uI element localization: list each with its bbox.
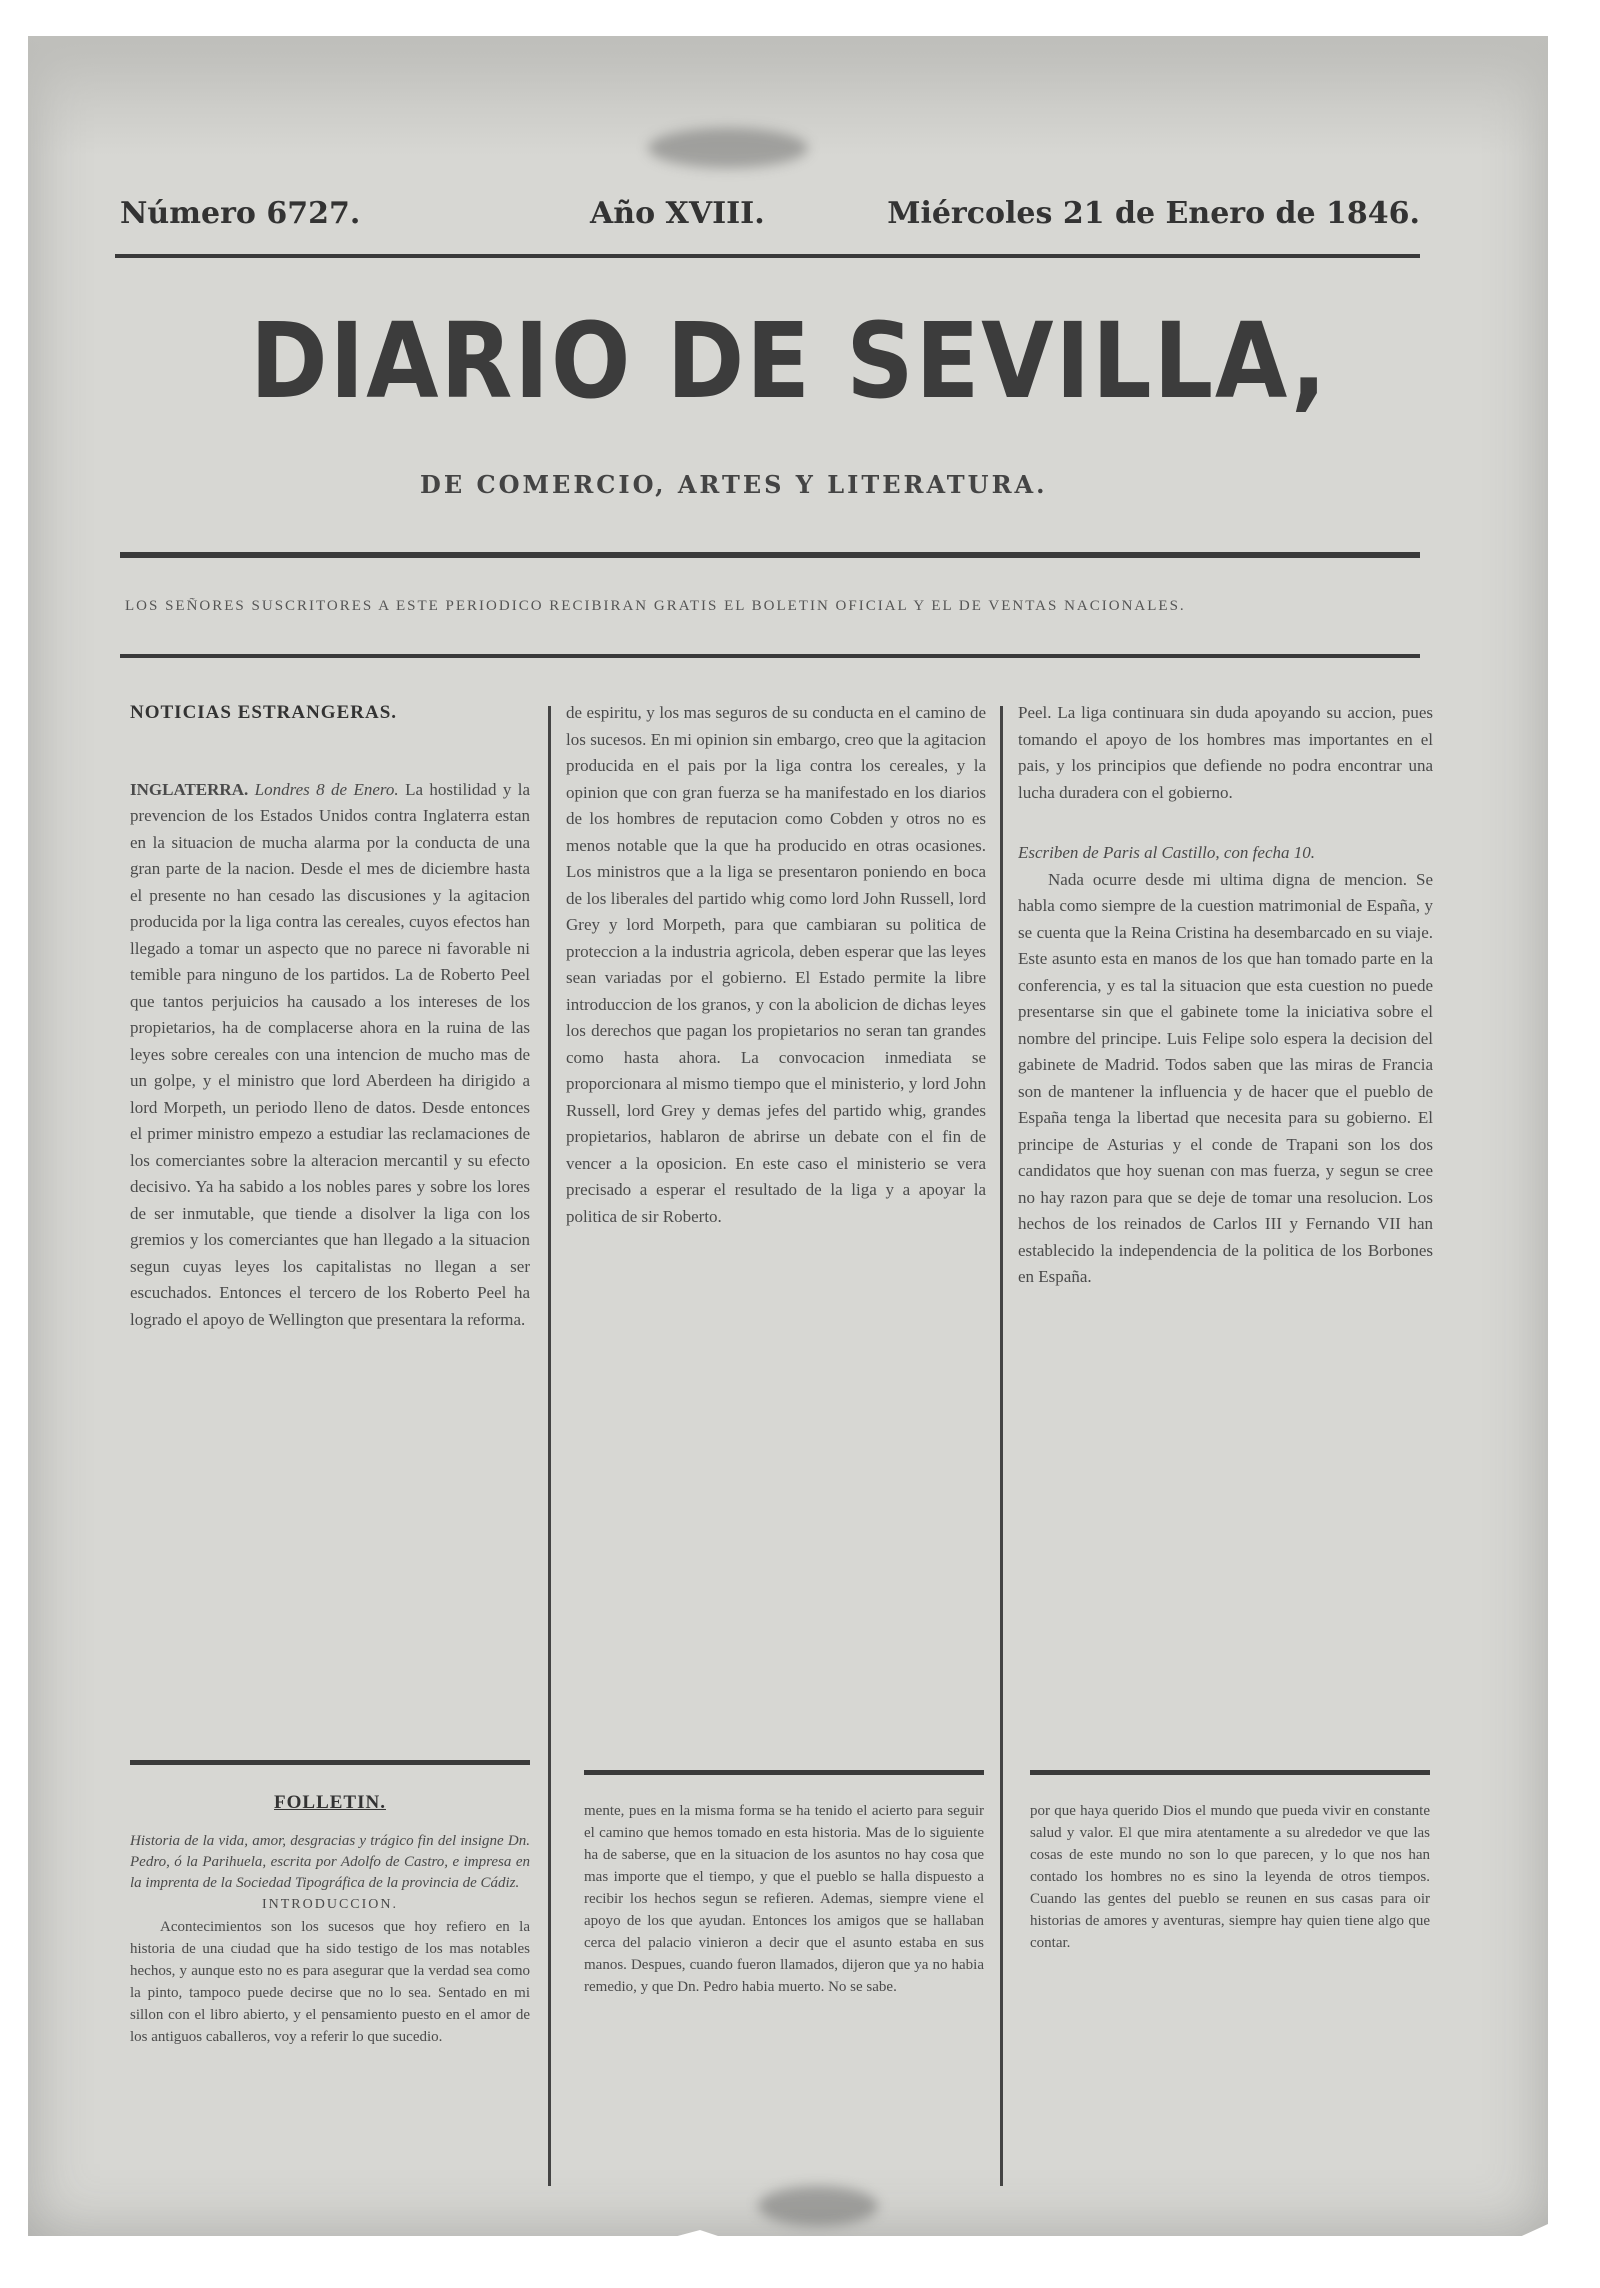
column-1-folletin: [130, 1790, 530, 2190]
serial-body: Acontecimientos son los sucesos que hoy refiero en la historia de una ciudad que ha sido testigo de los mas notables hechos, y aunque esto no es para asegurar que la verdad sea como la pinto, tampoco puede decirse que no lo sea. Sentado en mi sillon con el libro abierto, y el pensamiento puesto en el amor de los antiguos caballeros, voy a referir lo que sucedio.: [130, 1918, 530, 2045]
folletin-rule: [584, 1770, 984, 1775]
dispatch-body: Nada ocurre desde mi ultima digna de mencion. Se habla como siempre de la cuestion matrimonial de España, y se cuenta que la Reina Cristina ha desembarcado en su viaje. Este asunto esta en manos de los que han tomado parte en la conferencia, y es tal la situacion que esta cuestion no puede presentarse sin que el gabinete tome la iniciativa sobre el nombre del principe. Luis Felipe solo espera la decision del gabinete de Madrid. Todos saben que las miras de Francia son de mantener la influencia y de hacer que el pueblo de España tenga la libertad que necesita para su gobierno. El principe de Asturias y el conde de Trapani son los dos candidatos que hoy suenan con mas fuerza, y segun se cree no hay razon para que se deje de tomar una resolucion. Los hechos de los reinados de Carlos III y Fernando VII han establecido la independencia de la politica de los Borbones en España.: [1018, 869, 1433, 1286]
issue-number: Número 6727.: [120, 196, 361, 231]
folletin-body: por que haya querido Dios el mundo que pueda vivir en constante salud y valor. El que mira atentamente a su alrededor ve que las cosas de este mundo no son lo que parecen, y lo que nos han contado los hombres no es sino la leyenda de otros tiempos. Cuando las gentes del pueblo se reunen en sus casas para oir historias de amores y aventuras, siempre hay quien tiene algo que contar.: [1030, 1803, 1430, 1951]
column-3-folletin: [1030, 1800, 1430, 2190]
section-heading: NOTICIAS ESTRANGERAS.: [130, 702, 398, 723]
ink-smudge: [648, 128, 808, 168]
folletin-heading: FOLLETIN.: [274, 1792, 386, 1813]
masthead-rule: [115, 254, 1420, 258]
newspaper-title: DIARIO DE SEVILLA,: [250, 300, 1329, 422]
column-1-news: [130, 700, 530, 1740]
article-paragraph: [130, 777, 530, 1334]
column-separator: [548, 706, 551, 2186]
subscriber-notice: LOS SEÑORES SUSCRITORES A ESTE PERIODICO RECIBIRAN GRATIS EL BOLETIN OFICIAL Y EL DE VENTAS NACIONALES.: [125, 598, 1186, 614]
notice-rule: [120, 654, 1420, 658]
article-body: Peel. La liga continuara sin duda apoyando su accion, pues tomando el apoyo de los hombres mas importantes en el pais, y los principios que defiende no podra encontrar una lucha duradera con el gobierno.: [1018, 703, 1433, 802]
serial-title: Historia de la vida, amor, desgracias y trágico fin del insigne Dn. Pedro, ó la Parihuela, escrita por Adolfo de Castro, e impresa en la imprenta de la Sociedad Tipográfica de la provincia de Cádiz.: [130, 1832, 530, 1891]
issue-date: Miércoles 21 de Enero de 1846.: [887, 196, 1420, 231]
article-dateline: Londres 8 de Enero.: [254, 779, 399, 799]
article-lead: INGLATERRA.: [130, 779, 249, 799]
folletin-body: mente, pues en la misma forma se ha tenido el acierto para seguir el camino que hemos tomado en esta historia. Mas de lo siguiente ha de saberse, que en la situacion de los asuntos no hay cosa que mas importe que el tiempo, y que el pueblo se halla dispuesto a recibir los hechos segun se refieren. Ademas, siempre viene el apoyo de los que ayudan. Entonces los amigos que se hallaban cerca del palacio vinieron a decir que el asunto estaba en sus manos. Despues, cuando fueron llamados, dijeron que ya no habia remedio, y que Dn. Pedro habia muerto. No se sabe.: [584, 1803, 984, 1995]
dispatch-heading: Escriben de Paris al Castillo, con fecha 10.: [1018, 843, 1315, 862]
title-rule: [120, 552, 1420, 558]
folletin-rule: [1030, 1770, 1430, 1775]
column-3-news: [1018, 700, 1433, 1740]
column-2-news: [566, 700, 986, 1740]
masthead-info-row: [120, 196, 1420, 236]
newspaper-subtitle: DE COMERCIO, ARTES Y LITERATURA.: [420, 470, 1048, 499]
column-2-folletin: [584, 1800, 984, 2190]
folletin-rule: [130, 1760, 530, 1765]
serial-subhead: INTRODUCCION.: [261, 1896, 399, 1912]
article-body: La hostilidad y la prevencion de los Estados Unidos contra Inglaterra estan en la situacion de mucha alarma por la conducta de una gran parte de la nacion. Desde el mes de diciembre hasta el presente no han cesado las discusiones y la agitacion producida por la liga contra las cereales, cuyos efectos han llegado a tomar un aspecto que no parece ni favorable ni temible para ninguno de los partidos. La de Roberto Peel que tantos perjuicios ha causado a los intereses de los propietarios, ha de complacerse ahora en la ruina de las leyes sobre cereales con una intencion de mucho mas de un golpe, y el ministro que lord Aberdeen ha dirigido a lord Morpeth, un periodo lleno de datos. Desde entonces el primer ministro empezo a estudiar las reclamaciones de los comerciantes sobre la alteracion mercantil y su efecto decisivo. Ya ha sabido a los nobles pares y sobre los lores de ser inmutable, que tiende a disolver la liga con los gremios y los comerciantes que han llegado a la situacion segun cuyas leyes los capitalistas no llegan a ser escuchados. Entonces el tercero de los Roberto Peel ha logrado el apoyo de Wellington que presentara la reforma.: [130, 779, 530, 1329]
torn-bottom-edge: [0, 2160, 1600, 2288]
article-body: de espiritu, y los mas seguros de su conducta en el camino de los sucesos. En mi opinion sin embargo, creo que la agitacion producida en el pais por la liga contra los cereales, y la opinion que con gran fuerza se ha manifestado en los diarios de los hombres de reputacion como Cobden y otros no es menos notable que la que ha producido en otras ocasiones. Los ministros que a la liga se presentaron poniendo en boca de los liberales del partido whig como lord John Russell, lord Grey y lord Morpeth, para que cambiaran su politica de proteccion a la industria agricola, deben esperar que las leyes sean variadas por el gobierno. El Estado permite la libre introduccion de los granos, y con la abolicion de dichas leyes los derechos que pagan los propietarios no seran tan grandes como hasta ahora. La convocacion inmediata se proporcionara al mismo tiempo que el ministerio, y lord John Russell, lord Grey y demas jefes del partido whig, grandes propietarios, hablaron de abrirse un debate con el fin de vencer a la oposicion. En este caso el ministerio se vera precisado a esperar el resultado de la liga y a apoyar la politica de sir Roberto.: [566, 703, 986, 1226]
issue-year: Año XVIII.: [590, 196, 765, 231]
column-separator: [1000, 706, 1003, 2186]
